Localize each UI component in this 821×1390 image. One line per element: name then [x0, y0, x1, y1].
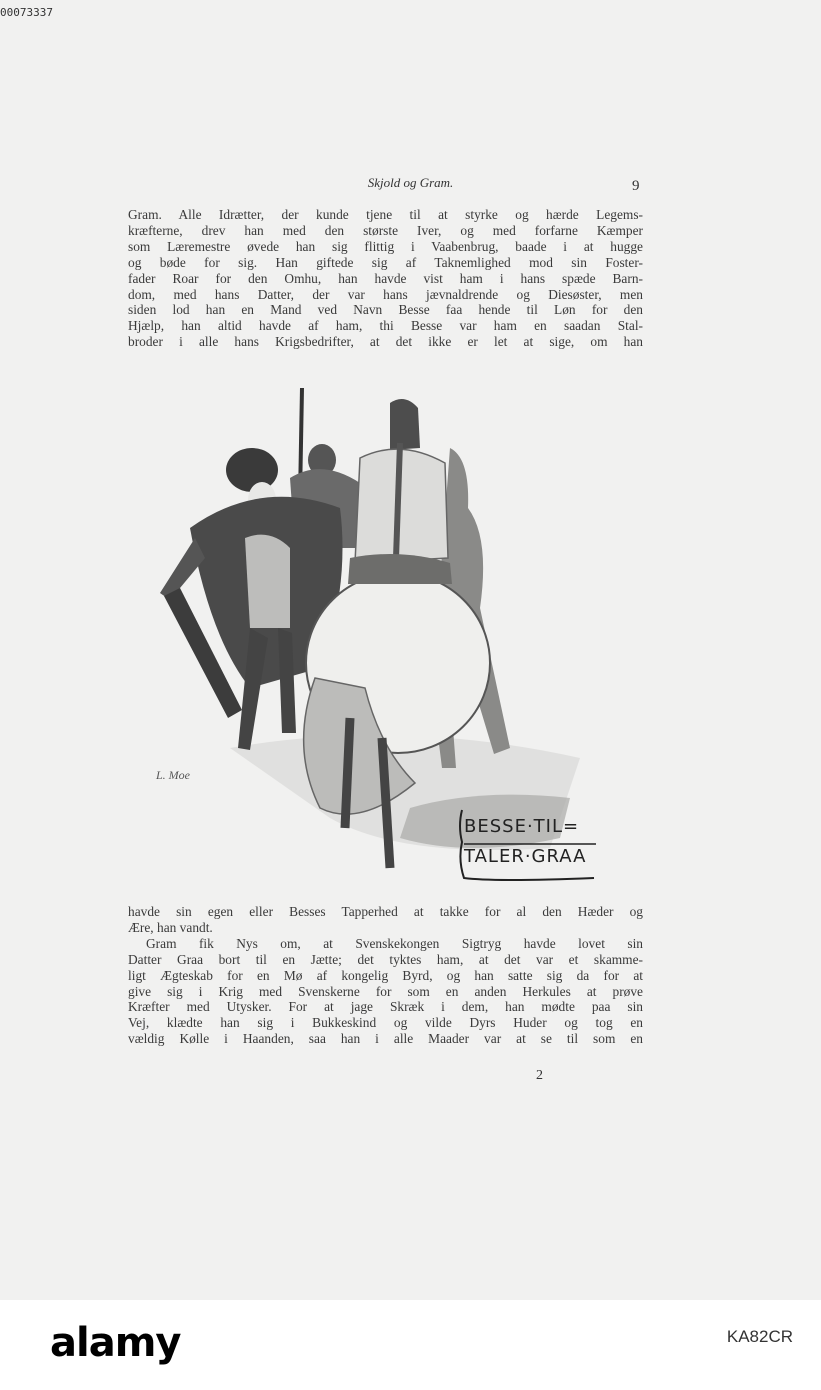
text-line: Gram. Alle Idrætter, der kunde tjene til at styrke og hærde Legems-	[128, 207, 643, 222]
illustration-caption	[456, 806, 606, 884]
caption-line-2: TALER·GRAA	[464, 846, 587, 867]
image-id-label: 00073337	[0, 6, 53, 19]
caption-line-1: BESSE·TIL=	[464, 816, 580, 837]
page-number: 9	[632, 178, 640, 194]
text-line: Datter Graa bort til en Jætte; det tyktes ham, at det var et skamme-	[128, 951, 643, 967]
alamy-logo: alamy	[50, 1320, 181, 1366]
text-line: Ære, han vandt.	[128, 919, 213, 935]
text-line: broder i alle hans Krigsbedrifter, at det ikke er let at sige, om han	[128, 334, 643, 350]
text-line: havde sin egen eller Besses Tapperhed at takke for al den Hæder og	[128, 904, 643, 919]
printer-signature-mark: 2	[536, 1068, 543, 1083]
text-line: Kræfter med Utysker. For at jage Skræk i dem, han mødte paa sin	[128, 999, 643, 1015]
text-line: dom, med hans Datter, der var hans jævnaldrende og Diesøster, men	[128, 286, 643, 302]
paragraph-bottom	[128, 904, 643, 1047]
text-line: Hjælp, han altid havde af ham, thi Besse var ham en saadan Stal-	[128, 318, 643, 334]
stock-image-code: KA82CR	[726, 1327, 793, 1346]
text-line: ligt Ægteskab for en Mø af kongelig Byrd, og han satte sig da for at	[128, 967, 643, 983]
running-head: Skjold og Gram.	[367, 175, 454, 190]
watermark-footer	[0, 1300, 821, 1390]
text-line: kræfterne, drev han med den største Iver, og med forfarne Kæmper	[128, 222, 643, 238]
text-line: som Læremestre øvede han sig flittig i Vaabenbrug, baade i at hugge	[128, 238, 643, 254]
text-line: Gram fik Nys om, at Svenskekongen Sigtryg havde lovet sin	[146, 935, 643, 951]
paragraph-top	[128, 207, 643, 350]
text-line: Vej, klædte han sig i Bukkeskind og vilde Dyrs Huder og tog en	[128, 1015, 643, 1031]
text-line: og bøde for sig. Han giftede sig af Taknemlighed mod sin Foster-	[128, 254, 643, 270]
artist-signature: L. Moe	[156, 768, 190, 782]
text-line: fader Roar for den Omhu, han havde vist ham i hans spæde Barn-	[128, 270, 643, 286]
text-line: siden lod han en Mand ved Navn Besse faa hende til Løn for den	[128, 302, 643, 318]
text-line: give sig i Krig med Svenskerne for som en anden Herkules at prøve	[128, 983, 643, 999]
text-line: vældig Kølle i Haanden, saa han i alle Maader var at se til som en	[128, 1031, 643, 1047]
